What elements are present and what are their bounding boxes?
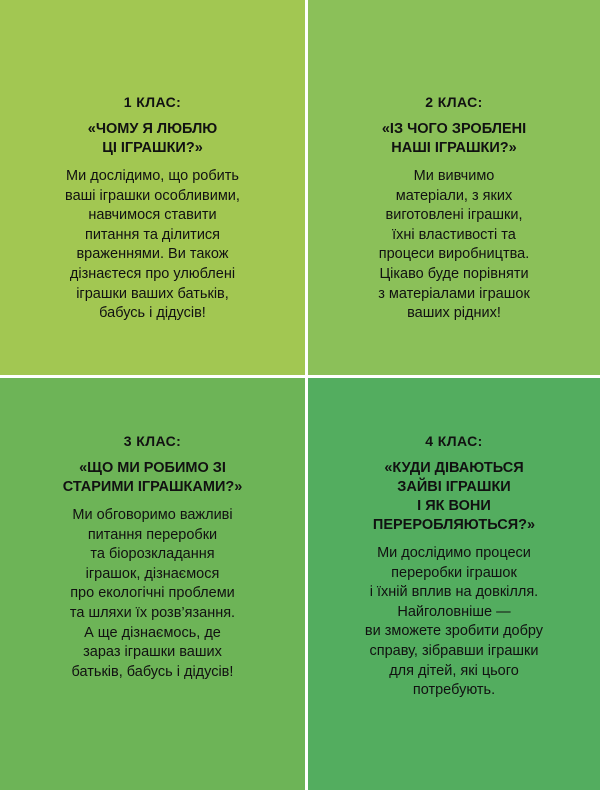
- grade-4-title: «КУДИ ДІВАЮТЬСЯ ЗАЙВІ ІГРАШКИ І ЯК ВОНИ ПЕРЕРОБЛЯЮТЬСЯ?»: [372, 460, 536, 533]
- grade-2-title: «ІЗ ЧОГО ЗРОБЛЕНІ НАШІ ІГРАШКИ?»: [381, 121, 527, 156]
- grade-2-description: Ми вивчимо матеріали, з яких виготовлені іграшки, їхні властивості та процеси виробництва. Цікаво буде порівняти з матеріалами іграшок ваших рідних!: [378, 168, 530, 322]
- grade-3-panel: [0, 378, 305, 790]
- grade-1-title: «ЧОМУ Я ЛЮБЛЮ ЦІ ІГРАШКИ?»: [87, 121, 218, 156]
- grade-4-heading: 4 КЛАС:: [425, 433, 483, 449]
- grade-3-title: «ЩО МИ РОБИМО ЗІ СТАРИМИ ІГРАШКАМИ?»: [62, 460, 243, 495]
- grade-1-description: Ми дослідимо, що робить ваші іграшки особливими, навчимося ставити питання та ділитися враженнями. Ви також дізнаєтеся про улюблені іграшки ваших батьків, бабусь і дідусів!: [65, 168, 240, 322]
- grade-1-panel: [0, 0, 305, 375]
- grade-3-description: Ми обговоримо важливі питання переробки та біорозкладання іграшок, дізнаємося про екологічні проблеми та шляхи їх розв’язання. А ще дізнаємось, де зараз іграшки ваших батьків, бабусь і дідусів!: [69, 507, 236, 680]
- grade-4-description: Ми дослідимо процеси переробки іграшок і їхній вплив на довкілля. Найголовніше — ви зможете зробити добру справу, зібравши іграшки для дітей, які цього потребують.: [364, 545, 544, 699]
- grade-1-heading: 1 КЛАС:: [123, 94, 182, 110]
- grade-2-panel: [308, 0, 600, 375]
- grade-2-heading: 2 КЛАС:: [425, 94, 483, 110]
- grade-4-panel: [308, 378, 600, 790]
- grade-3-heading: 3 КЛАС:: [123, 433, 182, 449]
